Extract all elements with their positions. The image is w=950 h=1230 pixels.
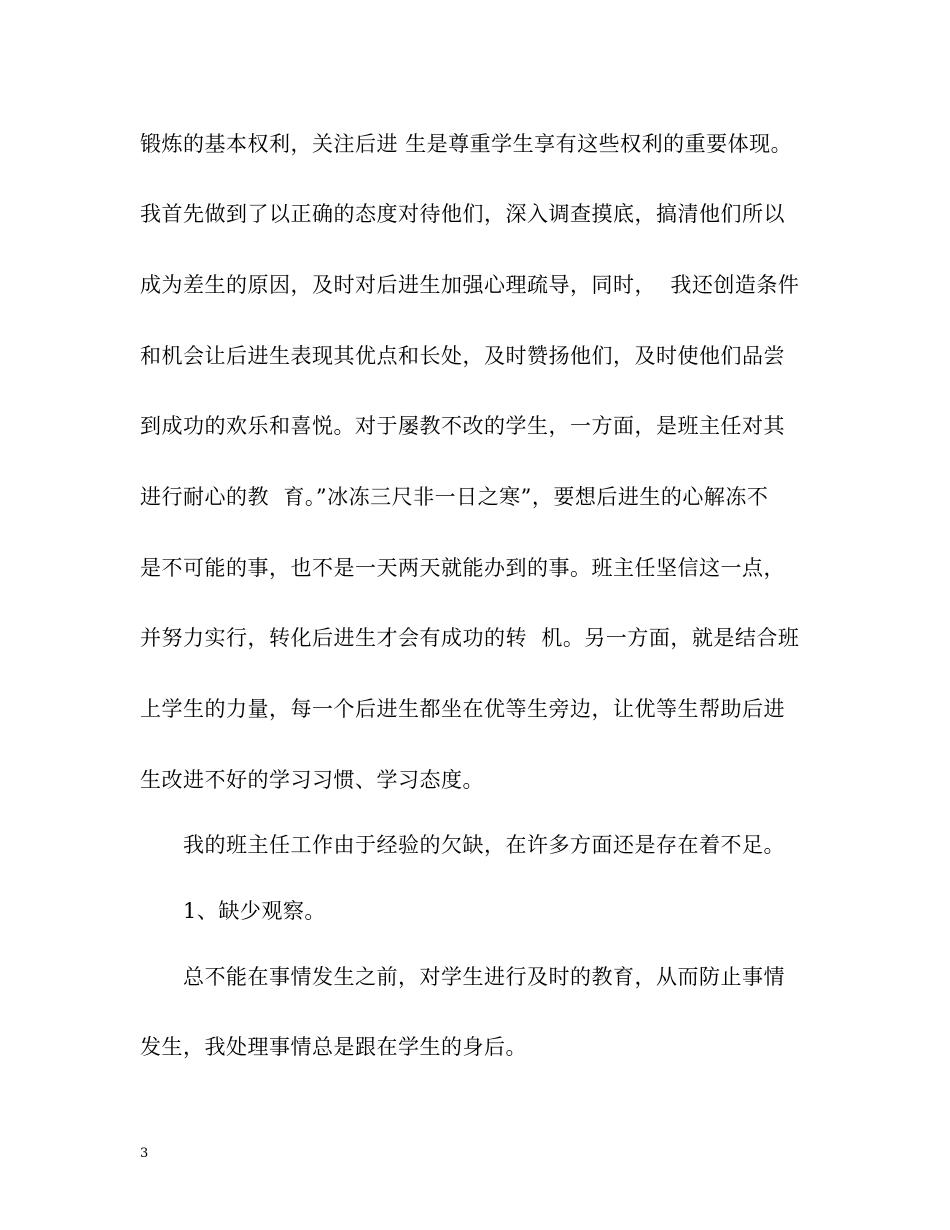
text-line: 1、缺少观察。 (183, 899, 326, 923)
text-line: 上学生的力量，每一个后进生都坐在优等生旁边，让优等生帮助后进 (140, 697, 785, 721)
text-line: 成为差生的原因，及时对后进生加强心理疏导，同时， 我还创造条件 (140, 273, 800, 297)
text-line: 生改进不好的学习习惯、学习态度。 (140, 768, 484, 792)
text-line: 锻炼的基本权利，关注后进 生是尊重学生享有这些权利的重要体现。 (140, 132, 793, 156)
text-line: 总不能在事情发生之前，对学生进行及时的教育，从而防止事情 (183, 965, 785, 989)
text-line: 我首先做到了以正确的态度对待他们，深入调查摸底，搞清他们所以 (140, 202, 785, 226)
text-line: 到成功的欢乐和喜悦。对于屡教不改的学生，一方面，是班主任对其 (140, 414, 785, 438)
text-line: 发生，我处理事情总是跟在学生的身后。 (140, 1035, 527, 1059)
text-line: 和机会让后进生表现其优点和长处，及时赞扬他们，及时使他们品尝 (140, 344, 785, 368)
text-line: 并努力实行，转化后进生才会有成功的转 机。另一方面，就是结合班 (140, 626, 800, 650)
text-line: 是不可能的事，也不是一天两天就能办到的事。班主任坚信这一点， (140, 556, 785, 580)
text-line: 我的班主任工作由于经验的欠缺，在许多方面还是存在着不足。 (183, 833, 785, 857)
text-line: 进行耐心的教 育。”冰冻三尺非一日之寒”，要想后进生的心解冻不 (140, 485, 769, 509)
page-number: 3 (140, 1146, 149, 1161)
